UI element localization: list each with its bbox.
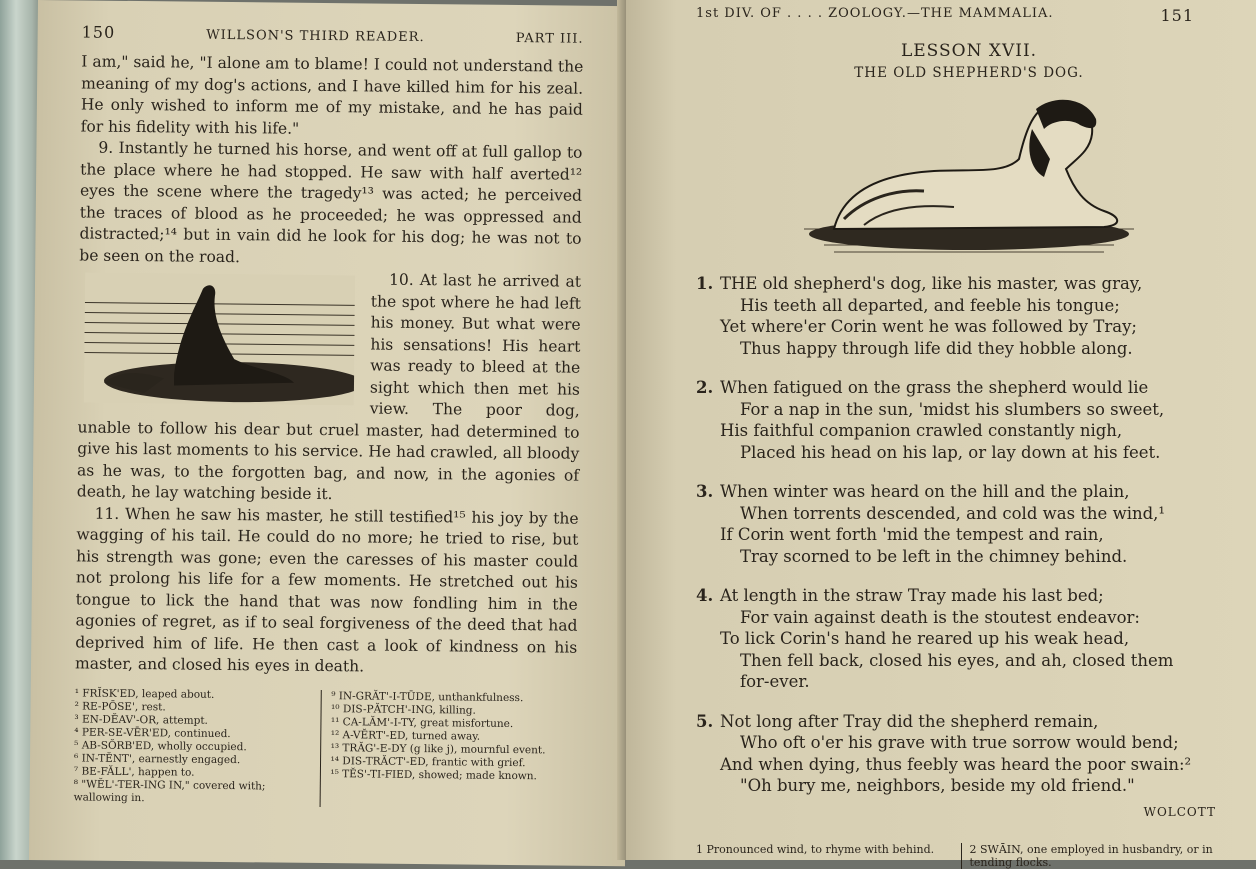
stanza-number: 1. bbox=[696, 274, 714, 293]
verse-line: For a nap in the sun, 'midst his slumbers so sweet, bbox=[740, 399, 1165, 419]
paragraph: 9. Instantly he turned his horse, and went off at full gallop to the place where he had stopped. He saw with half averted¹² eyes the scene where the tragedy¹³ was acted; he perceived the traces of blood as he proceeded; he was oppressed and distracted;¹⁴ but in vain did he look for his dog; he was not to be seen on the road. bbox=[79, 138, 583, 266]
stanza-number: 5. bbox=[696, 711, 714, 731]
footnote: ¹³ TRĂG'-E-DY (g like j), mournful event. bbox=[330, 741, 546, 756]
stanza bbox=[696, 481, 1242, 567]
footnote: ⁴ PER-SE-VĒR'ED, continued. bbox=[74, 725, 231, 740]
dying-dog-illustration bbox=[84, 273, 355, 406]
right-running-head bbox=[696, 6, 1242, 25]
verse-line: "Oh bury me, neighbors, beside my old friend." bbox=[740, 776, 1135, 795]
paragraph: 11. When he saw his master, he still testified¹⁵ his joy by the wagging of his tail. He could do no more; he tried to rise, but his strength was gone; even the caresses of his master could not prolong his life for a few moments. He stretched out his tongue to lick the hand that was now fondling him in the agonies of regret, as if to seal forgiveness of the deed that had deprived him of life. He then cast a look of kindness on his master, and closed his eyes in death. bbox=[74, 504, 579, 676]
stanza bbox=[696, 377, 1242, 463]
paragraph-text: 10. At last he arrived at the spot where he had left his money. But what were his sensations! His heart was ready to bleed at the sight which then met his view. The poor dog, unable to follow his dear but cruel master, had determined to give his last moments to his service. He had crawled, all bloody as he was, to the forgotten bag, and now, in the agonies of death, he lay watching beside it. bbox=[76, 270, 582, 504]
footnote: ⁵ AB-SŎRB'ED, wholly occupied. bbox=[74, 738, 247, 753]
stanza-number: 3. bbox=[696, 482, 714, 501]
stanza-number: 4. bbox=[696, 586, 714, 605]
footnote: 2 SWĀIN, one employed in husbandry, or in tending flocks. bbox=[961, 843, 1235, 869]
footnote: ¹¹ CA-LĂM'-I-TY, great misfortune. bbox=[330, 715, 514, 730]
left-page bbox=[29, 0, 634, 866]
paragraph: I am," said he, "I alone am to blame! I could not understand the meaning of my dog's actions, and I have killed him for his zeal. He only wished to inform me of my mistake, and he has paid for his fidelity with his life." bbox=[80, 52, 584, 138]
poem-author: WOLCOTT bbox=[1143, 804, 1216, 819]
paragraph bbox=[77, 266, 581, 508]
verse-line: Tray scorned to be left in the chimney behind. bbox=[740, 546, 1128, 566]
verse-line: His faithful companion crawled constantly nigh, bbox=[720, 421, 1123, 440]
footnote: ⁸ "WĔL'-TER-ING IN," covered with; wallowing in. bbox=[73, 777, 266, 804]
stanza bbox=[696, 711, 1242, 797]
right-page-number: 151 bbox=[1160, 6, 1194, 25]
footnote: ¹⁵ TĔS'-TI-FIED, showed; made known. bbox=[330, 767, 537, 782]
stanza bbox=[696, 273, 1242, 359]
left-page-number: 150 bbox=[81, 22, 116, 42]
verse-line: THE old shepherd's dog, like his master, was gray, bbox=[720, 274, 1143, 293]
left-running-title: WILLSON'S THIRD READER. bbox=[206, 27, 425, 46]
verse-line: To lick Corin's hand he reared up his weak head, bbox=[720, 629, 1130, 648]
verse-line: When winter was heard on the hill and the plain, bbox=[720, 482, 1130, 501]
left-running-head bbox=[82, 22, 584, 46]
footnote: ⁷ BE-FĂLL', happen to. bbox=[73, 764, 195, 779]
shepherd-dog-illustration bbox=[804, 89, 1134, 259]
verse-line: Thus happy through life did they hobble along. bbox=[740, 338, 1133, 358]
stanza-number: 2. bbox=[696, 378, 714, 397]
verse-line: Yet where'er Corin went he was followed by Tray; bbox=[720, 317, 1137, 336]
verse-line: Placed his head on his lap, or lay down at his feet. bbox=[740, 442, 1161, 462]
footnote: ¹⁰ DIS-PĂTCH'-ING, killing. bbox=[331, 702, 476, 717]
verse-line: If Corin went forth 'mid the tempest and rain, bbox=[720, 525, 1104, 544]
right-running-title: 1st DIV. OF . . . . ZOOLOGY.—THE MAMMALIA. bbox=[696, 6, 1054, 21]
footnote-column bbox=[74, 687, 321, 807]
left-footnotes bbox=[74, 687, 577, 809]
verse-line: Not long after Tray did the shepherd remain, bbox=[720, 711, 1099, 731]
part-label: PART III. bbox=[515, 31, 584, 47]
stanza bbox=[696, 585, 1242, 693]
footnote: ² RE-PŌSE', rest. bbox=[74, 699, 166, 713]
lesson-title: THE OLD SHEPHERD'S DOG. bbox=[854, 65, 1084, 81]
footnote: ³ EN-DĔAV'-OR, attempt. bbox=[74, 712, 208, 727]
verse-line: Who oft o'er his grave with true sorrow would bend; bbox=[740, 733, 1179, 752]
verse-line: For vain against death is the stoutest endeavor: bbox=[740, 607, 1140, 627]
verse-line: And when dying, thus feebly was heard the poor swain:² bbox=[720, 754, 1192, 774]
lesson-number: LESSON XVII. bbox=[900, 41, 1038, 61]
left-body-text bbox=[75, 51, 584, 680]
verse-line: Then fell back, closed his eyes, and ah, closed them for-ever. bbox=[740, 650, 1174, 691]
verse-line: When torrents descended, and cold was the wind,¹ bbox=[740, 503, 1166, 523]
verse-line: At length in the straw Tray made his last bed; bbox=[720, 586, 1104, 605]
footnote: ¹ FRĬSK'ED, leaped about. bbox=[74, 686, 215, 701]
footnote: ⁶ IN-TĔNT', earnestly engaged. bbox=[74, 751, 241, 766]
verse-line: When fatigued on the grass the shepherd would lie bbox=[720, 378, 1149, 397]
verse-line: His teeth all departed, and feeble his tongue; bbox=[740, 295, 1120, 315]
right-page bbox=[626, 0, 1256, 869]
footnote: 1 Pronounced wind, to rhyme with behind. bbox=[696, 842, 935, 856]
footnote: ¹² A-VĔRT'-ED, turned away. bbox=[330, 728, 481, 743]
footnote-column bbox=[319, 689, 577, 809]
footnote: ¹⁴ DIS-TRĂCT'-ED, frantic with grief. bbox=[330, 754, 526, 769]
footnote: ⁹ IN-GRĂT'-I-TŪDE, unthankfulness. bbox=[331, 689, 524, 704]
right-footnotes bbox=[696, 843, 1242, 869]
